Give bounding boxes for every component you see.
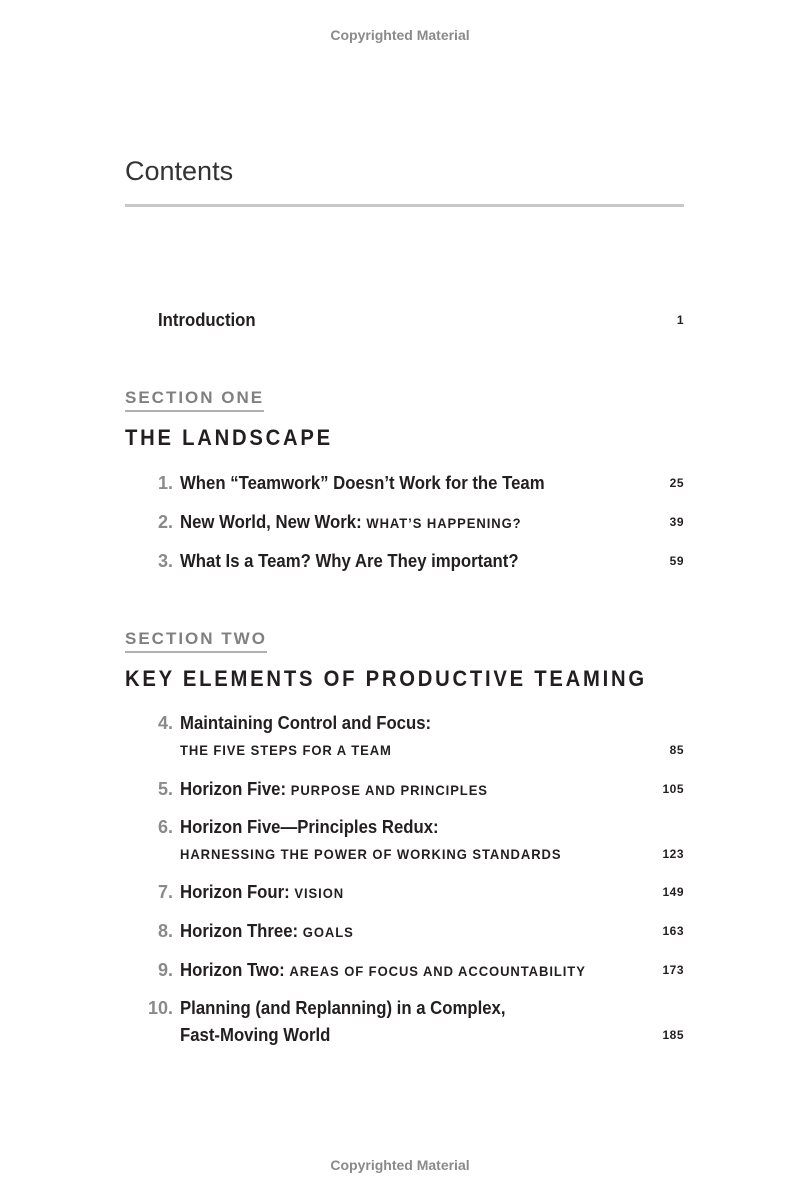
entry-title: Introduction bbox=[158, 310, 256, 330]
entry-page: 39 bbox=[669, 515, 684, 529]
chapter-number: 9. bbox=[157, 960, 173, 980]
toc-entry-line2[interactable] bbox=[125, 1023, 684, 1047]
toc-entry[interactable] bbox=[125, 958, 684, 982]
entry-page: 173 bbox=[662, 963, 684, 977]
entry-page: 185 bbox=[662, 1028, 684, 1042]
entry-page: 105 bbox=[662, 782, 684, 796]
entry-page: 123 bbox=[662, 847, 684, 861]
toc-entry[interactable] bbox=[125, 919, 684, 943]
entry-title: Maintaining Control and Focus: bbox=[180, 713, 432, 733]
toc-entry[interactable] bbox=[125, 549, 684, 573]
entry-title: Planning (and Replanning) in a Complex, bbox=[180, 998, 506, 1018]
section-heading: KEY ELEMENTS OF PRODUCTIVE TEAMING bbox=[125, 666, 647, 691]
entry-subtitle: THE FIVE STEPS FOR A TEAM bbox=[180, 742, 392, 758]
section-label: SECTION ONE bbox=[125, 388, 264, 412]
copyright-watermark-top: Copyrighted Material bbox=[330, 27, 470, 43]
entry-page: 59 bbox=[669, 554, 684, 568]
toc-entry-line2[interactable] bbox=[125, 842, 684, 866]
entry-page: 163 bbox=[662, 924, 684, 938]
entry-title-line2: Fast-Moving World bbox=[180, 1025, 331, 1045]
toc-entry[interactable] bbox=[125, 880, 684, 904]
entry-page: 149 bbox=[662, 885, 684, 899]
entry-page: 1 bbox=[676, 313, 684, 327]
entry-title: Horizon Five: PURPOSE AND PRINCIPLES bbox=[180, 779, 488, 799]
entry-title: Horizon Three: GOALS bbox=[180, 921, 354, 941]
entry-title: Horizon Four: VISION bbox=[180, 882, 345, 902]
chapter-number: 7. bbox=[157, 882, 173, 902]
toc-entry[interactable] bbox=[125, 996, 684, 1020]
section-heading: THE LANDSCAPE bbox=[125, 425, 333, 450]
toc-entry[interactable] bbox=[125, 471, 684, 495]
copyright-watermark-bottom: Copyrighted Material bbox=[330, 1157, 470, 1173]
entry-title: Horizon Two: AREAS OF FOCUS AND ACCOUNTABILITY bbox=[180, 960, 586, 980]
chapter-number: 5. bbox=[157, 779, 173, 799]
chapter-number: 10. bbox=[147, 998, 173, 1018]
entry-title: Horizon Five—Principles Redux: bbox=[180, 817, 439, 837]
toc-entry[interactable] bbox=[125, 711, 684, 735]
chapter-number: 8. bbox=[157, 921, 173, 941]
chapter-number: 6. bbox=[157, 817, 173, 837]
chapter-number: 4. bbox=[157, 713, 173, 733]
section-label: SECTION TWO bbox=[125, 629, 267, 653]
toc-entry[interactable] bbox=[125, 777, 684, 801]
entry-page: 85 bbox=[669, 743, 684, 757]
entry-page: 25 bbox=[669, 476, 684, 490]
chapter-number: 1. bbox=[157, 473, 173, 493]
entry-title: When “Teamwork” Doesn’t Work for the Team bbox=[180, 473, 545, 493]
chapter-number: 3. bbox=[157, 551, 173, 571]
entry-title: New World, New Work: WHAT’S HAPPENING? bbox=[180, 512, 522, 532]
title-divider bbox=[125, 204, 684, 207]
toc-entry-introduction[interactable] bbox=[125, 308, 684, 332]
toc-entry[interactable] bbox=[125, 815, 684, 839]
toc-entry-line2[interactable] bbox=[125, 738, 684, 762]
entry-subtitle: HARNESSING THE POWER OF WORKING STANDARDS bbox=[180, 846, 562, 862]
chapter-number: 2. bbox=[157, 512, 173, 532]
entry-title: What Is a Team? Why Are They important? bbox=[180, 551, 519, 571]
page-title: Contents bbox=[125, 156, 234, 186]
toc-entry[interactable] bbox=[125, 510, 684, 534]
